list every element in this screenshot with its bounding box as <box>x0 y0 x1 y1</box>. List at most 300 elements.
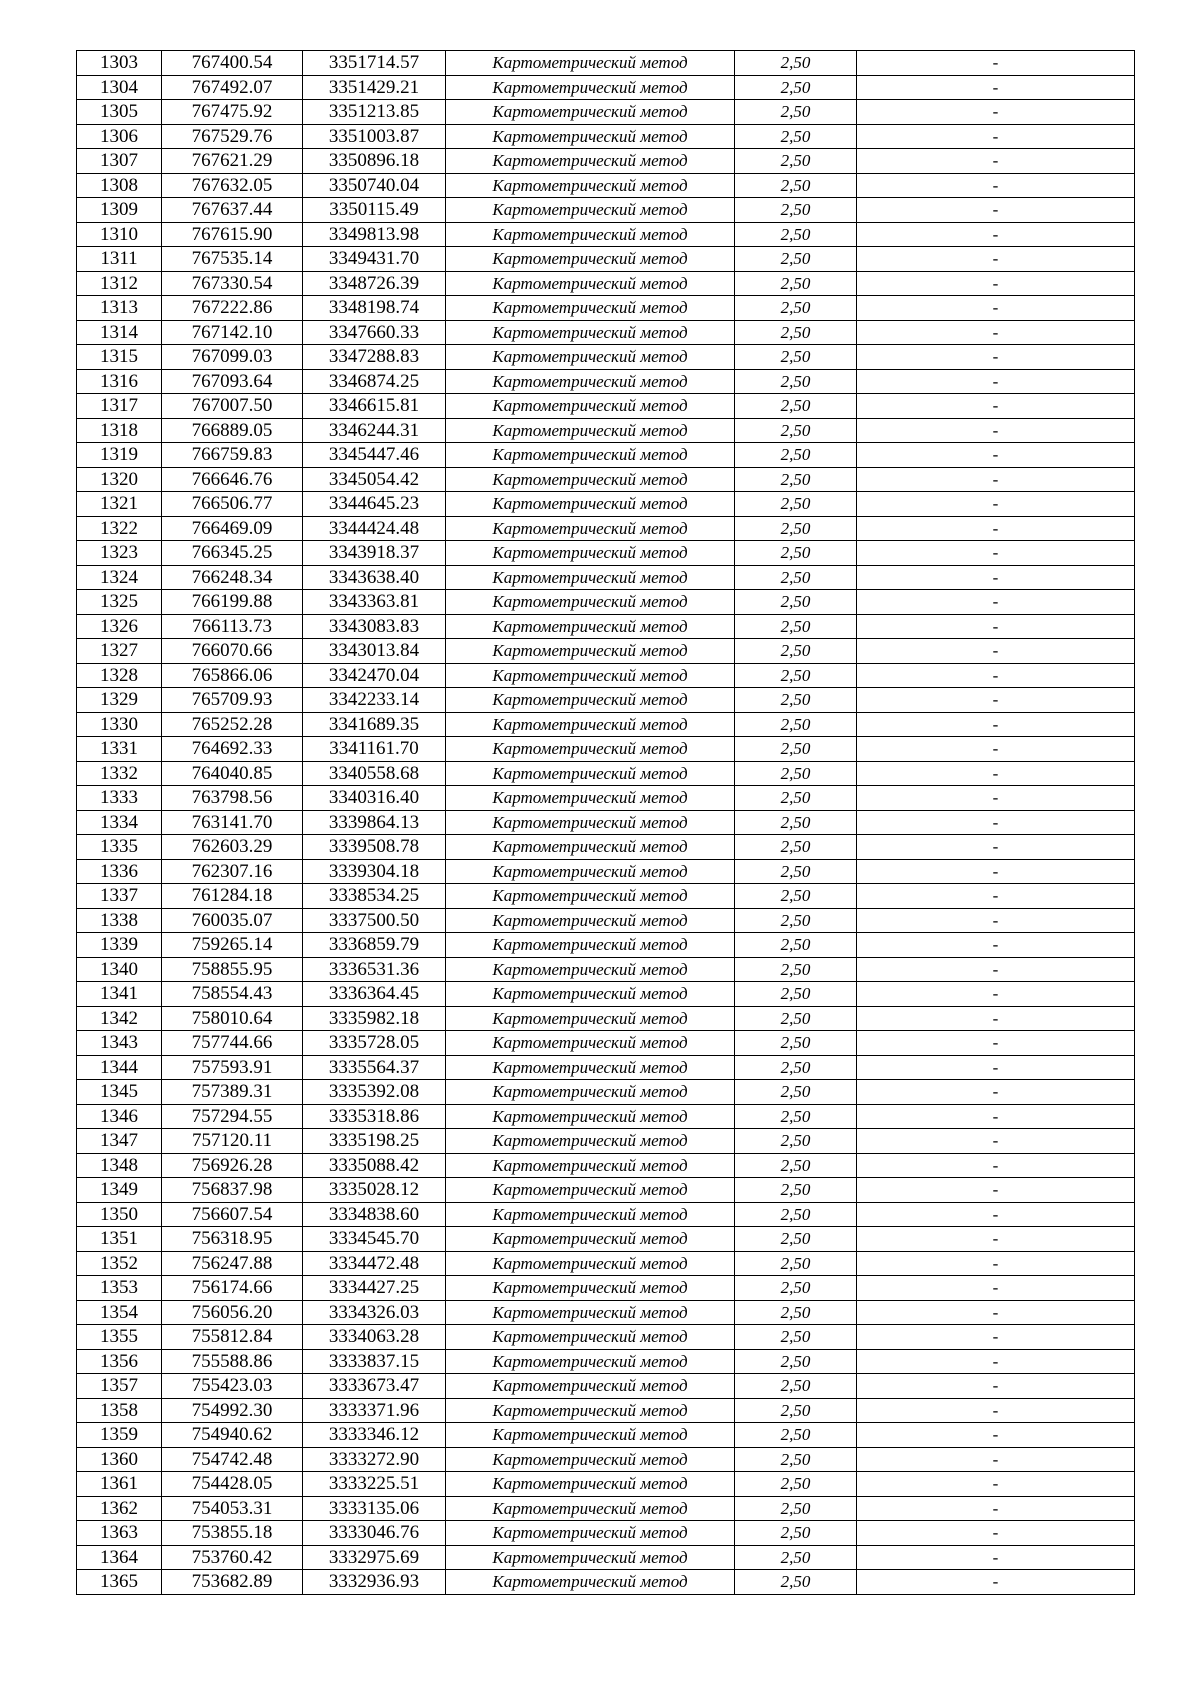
accuracy-cell: 2,50 <box>735 100 857 125</box>
accuracy-cell: 2,50 <box>735 271 857 296</box>
x-coordinate-cell: 765252.28 <box>162 712 303 737</box>
x-coordinate-cell: 766759.83 <box>162 443 303 468</box>
x-coordinate-cell: 767492.07 <box>162 75 303 100</box>
y-coordinate-cell: 3343083.83 <box>303 614 446 639</box>
table-row <box>77 443 1135 468</box>
x-coordinate-cell: 754742.48 <box>162 1447 303 1472</box>
method-cell: Картометрический метод <box>446 1325 735 1350</box>
point-number-cell: 1329 <box>77 688 162 713</box>
method-cell: Картометрический метод <box>446 1349 735 1374</box>
point-number-cell: 1331 <box>77 737 162 762</box>
description-cell: - <box>857 908 1135 933</box>
y-coordinate-cell: 3349813.98 <box>303 222 446 247</box>
point-number-cell: 1324 <box>77 565 162 590</box>
accuracy-cell: 2,50 <box>735 1521 857 1546</box>
x-coordinate-cell: 757294.55 <box>162 1104 303 1129</box>
table-row <box>77 124 1135 149</box>
method-cell: Картометрический метод <box>446 492 735 517</box>
method-cell: Картометрический метод <box>446 149 735 174</box>
y-coordinate-cell: 3350896.18 <box>303 149 446 174</box>
table-row <box>77 467 1135 492</box>
point-number-cell: 1354 <box>77 1300 162 1325</box>
point-number-cell: 1332 <box>77 761 162 786</box>
description-cell: - <box>857 1080 1135 1105</box>
description-cell: - <box>857 418 1135 443</box>
y-coordinate-cell: 3337500.50 <box>303 908 446 933</box>
x-coordinate-cell: 767475.92 <box>162 100 303 125</box>
description-cell: - <box>857 1202 1135 1227</box>
accuracy-cell: 2,50 <box>735 173 857 198</box>
description-cell: - <box>857 1153 1135 1178</box>
accuracy-cell: 2,50 <box>735 1496 857 1521</box>
point-number-cell: 1345 <box>77 1080 162 1105</box>
y-coordinate-cell: 3333371.96 <box>303 1398 446 1423</box>
x-coordinate-cell: 756056.20 <box>162 1300 303 1325</box>
description-cell: - <box>857 1325 1135 1350</box>
table-row <box>77 884 1135 909</box>
x-coordinate-cell: 767330.54 <box>162 271 303 296</box>
y-coordinate-cell: 3338534.25 <box>303 884 446 909</box>
y-coordinate-cell: 3333135.06 <box>303 1496 446 1521</box>
x-coordinate-cell: 758554.43 <box>162 982 303 1007</box>
table-row <box>77 100 1135 125</box>
coordinates-table <box>76 50 1135 1595</box>
point-number-cell: 1314 <box>77 320 162 345</box>
x-coordinate-cell: 755812.84 <box>162 1325 303 1350</box>
method-cell: Картометрический метод <box>446 590 735 615</box>
method-cell: Картометрический метод <box>446 933 735 958</box>
point-number-cell: 1322 <box>77 516 162 541</box>
y-coordinate-cell: 3350740.04 <box>303 173 446 198</box>
accuracy-cell: 2,50 <box>735 75 857 100</box>
table-row <box>77 1521 1135 1546</box>
description-cell: - <box>857 1031 1135 1056</box>
description-cell: - <box>857 614 1135 639</box>
x-coordinate-cell: 754053.31 <box>162 1496 303 1521</box>
y-coordinate-cell: 3348198.74 <box>303 296 446 321</box>
x-coordinate-cell: 754428.05 <box>162 1472 303 1497</box>
y-coordinate-cell: 3340316.40 <box>303 786 446 811</box>
x-coordinate-cell: 766889.05 <box>162 418 303 443</box>
x-coordinate-cell: 760035.07 <box>162 908 303 933</box>
point-number-cell: 1358 <box>77 1398 162 1423</box>
method-cell: Картометрический метод <box>446 51 735 76</box>
table-row <box>77 1153 1135 1178</box>
point-number-cell: 1303 <box>77 51 162 76</box>
point-number-cell: 1311 <box>77 247 162 272</box>
accuracy-cell: 2,50 <box>735 1251 857 1276</box>
accuracy-cell: 2,50 <box>735 1129 857 1154</box>
accuracy-cell: 2,50 <box>735 1104 857 1129</box>
y-coordinate-cell: 3346615.81 <box>303 394 446 419</box>
method-cell: Картометрический метод <box>446 1227 735 1252</box>
y-coordinate-cell: 3345054.42 <box>303 467 446 492</box>
point-number-cell: 1365 <box>77 1570 162 1595</box>
point-number-cell: 1315 <box>77 345 162 370</box>
point-number-cell: 1337 <box>77 884 162 909</box>
x-coordinate-cell: 766506.77 <box>162 492 303 517</box>
x-coordinate-cell: 756174.66 <box>162 1276 303 1301</box>
y-coordinate-cell: 3342470.04 <box>303 663 446 688</box>
point-number-cell: 1349 <box>77 1178 162 1203</box>
table-row <box>77 908 1135 933</box>
table-row <box>77 173 1135 198</box>
method-cell: Картометрический метод <box>446 345 735 370</box>
table-row <box>77 1251 1135 1276</box>
description-cell: - <box>857 369 1135 394</box>
y-coordinate-cell: 3335982.18 <box>303 1006 446 1031</box>
x-coordinate-cell: 766469.09 <box>162 516 303 541</box>
description-cell: - <box>857 1447 1135 1472</box>
point-number-cell: 1305 <box>77 100 162 125</box>
method-cell: Картометрический метод <box>446 982 735 1007</box>
accuracy-cell: 2,50 <box>735 222 857 247</box>
description-cell: - <box>857 1104 1135 1129</box>
description-cell: - <box>857 982 1135 1007</box>
table-row <box>77 835 1135 860</box>
table-row <box>77 1423 1135 1448</box>
point-number-cell: 1363 <box>77 1521 162 1546</box>
accuracy-cell: 2,50 <box>735 492 857 517</box>
table-row <box>77 516 1135 541</box>
method-cell: Картометрический метод <box>446 957 735 982</box>
table-row <box>77 1055 1135 1080</box>
accuracy-cell: 2,50 <box>735 712 857 737</box>
method-cell: Картометрический метод <box>446 173 735 198</box>
method-cell: Картометрический метод <box>446 516 735 541</box>
table-row <box>77 1080 1135 1105</box>
y-coordinate-cell: 3332975.69 <box>303 1545 446 1570</box>
y-coordinate-cell: 3351714.57 <box>303 51 446 76</box>
x-coordinate-cell: 766199.88 <box>162 590 303 615</box>
point-number-cell: 1340 <box>77 957 162 982</box>
point-number-cell: 1360 <box>77 1447 162 1472</box>
table-row <box>77 320 1135 345</box>
x-coordinate-cell: 754940.62 <box>162 1423 303 1448</box>
description-cell: - <box>857 957 1135 982</box>
accuracy-cell: 2,50 <box>735 1300 857 1325</box>
table-row <box>77 1031 1135 1056</box>
table-row <box>77 810 1135 835</box>
method-cell: Картометрический метод <box>446 222 735 247</box>
accuracy-cell: 2,50 <box>735 1545 857 1570</box>
accuracy-cell: 2,50 <box>735 908 857 933</box>
accuracy-cell: 2,50 <box>735 982 857 1007</box>
accuracy-cell: 2,50 <box>735 565 857 590</box>
table-row <box>77 1325 1135 1350</box>
point-number-cell: 1341 <box>77 982 162 1007</box>
x-coordinate-cell: 767007.50 <box>162 394 303 419</box>
description-cell: - <box>857 173 1135 198</box>
x-coordinate-cell: 755423.03 <box>162 1374 303 1399</box>
y-coordinate-cell: 3339864.13 <box>303 810 446 835</box>
description-cell: - <box>857 1300 1135 1325</box>
y-coordinate-cell: 3340558.68 <box>303 761 446 786</box>
table-row <box>77 369 1135 394</box>
x-coordinate-cell: 757744.66 <box>162 1031 303 1056</box>
description-cell: - <box>857 51 1135 76</box>
accuracy-cell: 2,50 <box>735 1447 857 1472</box>
y-coordinate-cell: 3339304.18 <box>303 859 446 884</box>
table-row <box>77 492 1135 517</box>
x-coordinate-cell: 767632.05 <box>162 173 303 198</box>
description-cell: - <box>857 1374 1135 1399</box>
table-row <box>77 565 1135 590</box>
y-coordinate-cell: 3334063.28 <box>303 1325 446 1350</box>
y-coordinate-cell: 3343013.84 <box>303 639 446 664</box>
description-cell: - <box>857 590 1135 615</box>
description-cell: - <box>857 296 1135 321</box>
y-coordinate-cell: 3347288.83 <box>303 345 446 370</box>
description-cell: - <box>857 541 1135 566</box>
description-cell: - <box>857 1496 1135 1521</box>
description-cell: - <box>857 394 1135 419</box>
x-coordinate-cell: 767093.64 <box>162 369 303 394</box>
accuracy-cell: 2,50 <box>735 1325 857 1350</box>
description-cell: - <box>857 1398 1135 1423</box>
table-row <box>77 1496 1135 1521</box>
point-number-cell: 1325 <box>77 590 162 615</box>
description-cell: - <box>857 1472 1135 1497</box>
point-number-cell: 1348 <box>77 1153 162 1178</box>
x-coordinate-cell: 754992.30 <box>162 1398 303 1423</box>
method-cell: Картометрический метод <box>446 100 735 125</box>
table-row <box>77 859 1135 884</box>
method-cell: Картометрический метод <box>446 75 735 100</box>
table-row <box>77 1129 1135 1154</box>
method-cell: Картометрический метод <box>446 1447 735 1472</box>
accuracy-cell: 2,50 <box>735 859 857 884</box>
accuracy-cell: 2,50 <box>735 124 857 149</box>
x-coordinate-cell: 755588.86 <box>162 1349 303 1374</box>
description-cell: - <box>857 75 1135 100</box>
method-cell: Картометрический метод <box>446 443 735 468</box>
method-cell: Картометрический метод <box>446 614 735 639</box>
point-number-cell: 1359 <box>77 1423 162 1448</box>
method-cell: Картометрический метод <box>446 663 735 688</box>
table-row <box>77 663 1135 688</box>
accuracy-cell: 2,50 <box>735 957 857 982</box>
x-coordinate-cell: 767142.10 <box>162 320 303 345</box>
point-number-cell: 1338 <box>77 908 162 933</box>
table-row <box>77 247 1135 272</box>
method-cell: Картометрический метод <box>446 1276 735 1301</box>
x-coordinate-cell: 766345.25 <box>162 541 303 566</box>
description-cell: - <box>857 345 1135 370</box>
accuracy-cell: 2,50 <box>735 1276 857 1301</box>
table-row <box>77 761 1135 786</box>
table-row <box>77 786 1135 811</box>
description-cell: - <box>857 516 1135 541</box>
table-row <box>77 737 1135 762</box>
method-cell: Картометрический метод <box>446 737 735 762</box>
method-cell: Картометрический метод <box>446 639 735 664</box>
y-coordinate-cell: 3342233.14 <box>303 688 446 713</box>
table-row <box>77 1472 1135 1497</box>
table-row <box>77 1178 1135 1203</box>
description-cell: - <box>857 663 1135 688</box>
description-cell: - <box>857 198 1135 223</box>
y-coordinate-cell: 3335564.37 <box>303 1055 446 1080</box>
x-coordinate-cell: 767099.03 <box>162 345 303 370</box>
description-cell: - <box>857 1251 1135 1276</box>
table-row <box>77 590 1135 615</box>
accuracy-cell: 2,50 <box>735 590 857 615</box>
x-coordinate-cell: 762603.29 <box>162 835 303 860</box>
x-coordinate-cell: 764040.85 <box>162 761 303 786</box>
description-cell: - <box>857 859 1135 884</box>
method-cell: Картометрический метод <box>446 1423 735 1448</box>
x-coordinate-cell: 758855.95 <box>162 957 303 982</box>
table-row <box>77 1447 1135 1472</box>
description-cell: - <box>857 100 1135 125</box>
x-coordinate-cell: 756318.95 <box>162 1227 303 1252</box>
description-cell: - <box>857 1349 1135 1374</box>
accuracy-cell: 2,50 <box>735 149 857 174</box>
point-number-cell: 1310 <box>77 222 162 247</box>
description-cell: - <box>857 443 1135 468</box>
table-row <box>77 1349 1135 1374</box>
point-number-cell: 1323 <box>77 541 162 566</box>
y-coordinate-cell: 3343638.40 <box>303 565 446 590</box>
method-cell: Картометрический метод <box>446 1055 735 1080</box>
description-cell: - <box>857 124 1135 149</box>
x-coordinate-cell: 756607.54 <box>162 1202 303 1227</box>
y-coordinate-cell: 3351213.85 <box>303 100 446 125</box>
y-coordinate-cell: 3351429.21 <box>303 75 446 100</box>
method-cell: Картометрический метод <box>446 712 735 737</box>
accuracy-cell: 2,50 <box>735 614 857 639</box>
method-cell: Картометрический метод <box>446 1251 735 1276</box>
method-cell: Картометрический метод <box>446 1178 735 1203</box>
x-coordinate-cell: 753855.18 <box>162 1521 303 1546</box>
y-coordinate-cell: 3341161.70 <box>303 737 446 762</box>
table-row <box>77 1545 1135 1570</box>
table-row <box>77 1202 1135 1227</box>
y-coordinate-cell: 3336859.79 <box>303 933 446 958</box>
y-coordinate-cell: 3347660.33 <box>303 320 446 345</box>
method-cell: Картометрический метод <box>446 1570 735 1595</box>
x-coordinate-cell: 766070.66 <box>162 639 303 664</box>
method-cell: Картометрический метод <box>446 810 735 835</box>
point-number-cell: 1330 <box>77 712 162 737</box>
table-row <box>77 541 1135 566</box>
point-number-cell: 1364 <box>77 1545 162 1570</box>
point-number-cell: 1342 <box>77 1006 162 1031</box>
y-coordinate-cell: 3333272.90 <box>303 1447 446 1472</box>
accuracy-cell: 2,50 <box>735 369 857 394</box>
method-cell: Картометрический метод <box>446 908 735 933</box>
table-row <box>77 1570 1135 1595</box>
table-row <box>77 1374 1135 1399</box>
y-coordinate-cell: 3350115.49 <box>303 198 446 223</box>
description-cell: - <box>857 786 1135 811</box>
description-cell: - <box>857 639 1135 664</box>
x-coordinate-cell: 767400.54 <box>162 51 303 76</box>
table-row <box>77 688 1135 713</box>
method-cell: Картометрический метод <box>446 835 735 860</box>
description-cell: - <box>857 761 1135 786</box>
point-number-cell: 1321 <box>77 492 162 517</box>
y-coordinate-cell: 3335028.12 <box>303 1178 446 1203</box>
x-coordinate-cell: 762307.16 <box>162 859 303 884</box>
y-coordinate-cell: 3334326.03 <box>303 1300 446 1325</box>
x-coordinate-cell: 757389.31 <box>162 1080 303 1105</box>
method-cell: Картометрический метод <box>446 369 735 394</box>
method-cell: Картометрический метод <box>446 1006 735 1031</box>
table-row <box>77 712 1135 737</box>
point-number-cell: 1316 <box>77 369 162 394</box>
description-cell: - <box>857 1423 1135 1448</box>
point-number-cell: 1327 <box>77 639 162 664</box>
point-number-cell: 1312 <box>77 271 162 296</box>
table-row <box>77 982 1135 1007</box>
point-number-cell: 1308 <box>77 173 162 198</box>
point-number-cell: 1328 <box>77 663 162 688</box>
x-coordinate-cell: 757120.11 <box>162 1129 303 1154</box>
y-coordinate-cell: 3348726.39 <box>303 271 446 296</box>
table-row <box>77 1300 1135 1325</box>
accuracy-cell: 2,50 <box>735 810 857 835</box>
description-cell: - <box>857 884 1135 909</box>
point-number-cell: 1344 <box>77 1055 162 1080</box>
x-coordinate-cell: 758010.64 <box>162 1006 303 1031</box>
y-coordinate-cell: 3334545.70 <box>303 1227 446 1252</box>
description-cell: - <box>857 149 1135 174</box>
table-row <box>77 639 1135 664</box>
point-number-cell: 1346 <box>77 1104 162 1129</box>
description-cell: - <box>857 247 1135 272</box>
point-number-cell: 1313 <box>77 296 162 321</box>
table-row <box>77 1104 1135 1129</box>
table-row <box>77 933 1135 958</box>
method-cell: Картометрический метод <box>446 688 735 713</box>
table-row <box>77 198 1135 223</box>
x-coordinate-cell: 763141.70 <box>162 810 303 835</box>
x-coordinate-cell: 756247.88 <box>162 1251 303 1276</box>
y-coordinate-cell: 3333673.47 <box>303 1374 446 1399</box>
table-row <box>77 149 1135 174</box>
accuracy-cell: 2,50 <box>735 320 857 345</box>
accuracy-cell: 2,50 <box>735 1055 857 1080</box>
accuracy-cell: 2,50 <box>735 1080 857 1105</box>
accuracy-cell: 2,50 <box>735 1153 857 1178</box>
method-cell: Картометрический метод <box>446 1080 735 1105</box>
table-row <box>77 957 1135 982</box>
accuracy-cell: 2,50 <box>735 737 857 762</box>
description-cell: - <box>857 688 1135 713</box>
accuracy-cell: 2,50 <box>735 345 857 370</box>
method-cell: Картометрический метод <box>446 247 735 272</box>
accuracy-cell: 2,50 <box>735 467 857 492</box>
point-number-cell: 1306 <box>77 124 162 149</box>
method-cell: Картометрический метод <box>446 124 735 149</box>
method-cell: Картометрический метод <box>446 1398 735 1423</box>
method-cell: Картометрический метод <box>446 1104 735 1129</box>
point-number-cell: 1309 <box>77 198 162 223</box>
accuracy-cell: 2,50 <box>735 1178 857 1203</box>
table-row <box>77 1006 1135 1031</box>
table-row <box>77 271 1135 296</box>
y-coordinate-cell: 3351003.87 <box>303 124 446 149</box>
y-coordinate-cell: 3335318.86 <box>303 1104 446 1129</box>
x-coordinate-cell: 767615.90 <box>162 222 303 247</box>
description-cell: - <box>857 467 1135 492</box>
point-number-cell: 1317 <box>77 394 162 419</box>
accuracy-cell: 2,50 <box>735 1374 857 1399</box>
y-coordinate-cell: 3334427.25 <box>303 1276 446 1301</box>
accuracy-cell: 2,50 <box>735 198 857 223</box>
